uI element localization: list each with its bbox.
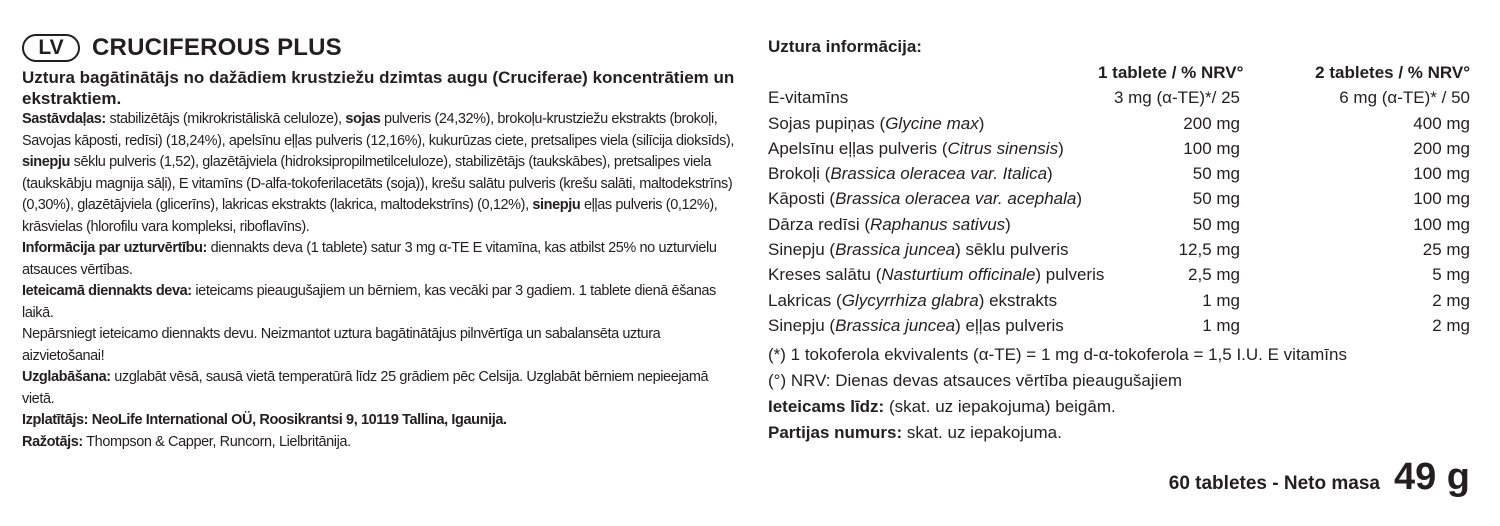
value-two-tablets: 100 mg xyxy=(1413,164,1470,184)
nutrient-latin-name: Brassica oleracea var. Italica xyxy=(830,164,1048,184)
product-header xyxy=(22,30,737,66)
net-weight-value: 49 g xyxy=(1393,456,1470,498)
nutrition-row xyxy=(768,111,1470,136)
footnote-nrv: (°) NRV: Dienas devas atsauces vērtība pieaugušajiem xyxy=(768,371,1183,391)
storage-text: uzglabāt vēsā, sausā vietā temperatūrā līdz 25 grādiem pēc Celsija. Uzglabāt bērniem nepieejamā vietā. xyxy=(22,369,709,407)
nutrient-latin-name: Nasturtium officinale xyxy=(881,265,1036,285)
allergen-soy: sojas xyxy=(345,111,381,127)
nutrient-name-text: Kāposti ( xyxy=(768,189,836,209)
footnote-te: (*) 1 tokoferola ekvivalents (α-TE) = 1 mg d-α-tokoferola = 1,5 I.U. E vitamīns xyxy=(768,345,1347,365)
distributor-label: Izplatītājs: xyxy=(22,412,89,428)
manufacturer-paragraph xyxy=(22,432,737,454)
nutrition-info-label: Informācija par uzturvērtību: xyxy=(22,240,207,256)
nutrient-name xyxy=(768,85,1098,110)
nutrient-name-suffix: ) eļļas pulveris xyxy=(955,315,1064,335)
net-weight-label: 60 tabletes - Neto masa xyxy=(1168,473,1380,494)
nutrient-latin-name: Raphanus sativus xyxy=(870,214,1006,234)
nutrient-name-text: E-vitamīns xyxy=(768,88,849,108)
nutrition-row xyxy=(768,186,1470,211)
storage-label: Uzglabāšana: xyxy=(22,369,111,385)
nutrient-name-suffix: ) ekstrakts xyxy=(978,290,1058,310)
nutrition-row xyxy=(768,237,1470,262)
nutrition-info-paragraph xyxy=(22,238,737,281)
nutrition-info-text: diennakts deva (1 tablete) satur 3 mg α-TE E vitamīna, kas atbilst 25% no uzturvielu atsauces vērtības. xyxy=(22,240,717,278)
value-two-tablets: 25 mg xyxy=(1422,240,1470,260)
ingredients-text-1: stabilizētājs (mikrokristāliskā celuloze), xyxy=(105,111,346,127)
nutrition-row xyxy=(768,161,1470,186)
nutrient-name-suffix: ) xyxy=(978,113,985,133)
nutrition-row xyxy=(768,288,1470,313)
warning-paragraph: Nepārsniegt ieteicamo diennakts devu. Neizmantot uztura bagātinātājus pilnvērtīga un sabalansēta uztura aizvietošanai! xyxy=(22,326,661,364)
nutrient-name-text: Dārza redīsi ( xyxy=(768,214,871,234)
nutrient-name-text: Brokoļi ( xyxy=(768,164,831,184)
value-two-tablets: 400 mg xyxy=(1413,113,1470,133)
nutrient-name-suffix: ) xyxy=(1005,214,1011,234)
nutrient-name xyxy=(768,186,1098,211)
best-before-line xyxy=(768,394,1474,420)
value-one-tablet: 1 mg xyxy=(1202,290,1240,310)
language-badge: LV xyxy=(22,34,80,62)
label-right-column xyxy=(768,34,1474,446)
product-subtitle: Uztura bagātinātājs no dažādiem krustziežu dzimtas augu (Cruciferae) koncentrātiem un ekstraktiem. xyxy=(22,68,735,108)
product-title: CRUCIFEROUS PLUS xyxy=(92,34,342,61)
nutrient-name-text: Apelsīnu eļļas pulveris ( xyxy=(768,138,948,158)
nutrient-name xyxy=(768,111,1098,136)
nutrition-row xyxy=(768,85,1470,110)
nutrient-latin-name: Glycine max xyxy=(885,113,979,133)
daily-dose-text: ieteicams pieaugušajiem un bērniem, kas vecāki par 3 gadiem. 1 tablete dienā ēšanas laikā. xyxy=(22,283,716,321)
nutrition-row xyxy=(768,212,1470,237)
value-one-tablet: 12,5 mg xyxy=(1178,240,1240,260)
nutrient-latin-name: Brassica juncea xyxy=(835,315,956,335)
header-empty xyxy=(768,60,1098,85)
value-one-tablet: 2,5 mg xyxy=(1188,265,1240,285)
value-two-tablets: 2 mg xyxy=(1432,315,1470,335)
nutrient-name xyxy=(768,237,1098,262)
value-one-tablet: 200 mg xyxy=(1183,113,1240,133)
nutrition-table-header xyxy=(768,60,1470,85)
distributor-text: NeoLife International OÜ, Roosikrantsi 9, 10119 Tallina, Igaunija. xyxy=(88,412,507,428)
nutrient-name xyxy=(768,212,1098,237)
value-one-tablet: 1 mg xyxy=(1202,315,1240,335)
value-two-tablets: 2 mg xyxy=(1432,290,1470,310)
nutrient-name-text: Sinepju ( xyxy=(768,240,836,260)
nutrient-latin-name: Brassica oleracea var. acephala xyxy=(835,189,1077,209)
distributor-paragraph xyxy=(22,410,737,432)
batch-line xyxy=(768,420,1474,446)
nutrition-table xyxy=(768,60,1470,338)
value-one-tablet: 100 mg xyxy=(1183,138,1240,158)
nutrient-name xyxy=(768,288,1098,313)
nutrient-name-suffix: ) xyxy=(1076,189,1083,209)
ingredients-text-2: pulveris (24,32%), brokoļu-krustziežu ekstrakts (brokoļi, Savojas kāposti, redīsi) (18,24%), apelsīnu eļļas pulveris (12,16%), kukurūzas ciete, pretsalipes viela (silīcija dioksīds), xyxy=(22,111,734,149)
daily-dose-label: Ieteicamā diennakts deva: xyxy=(22,283,192,299)
value-two-tablets: 100 mg xyxy=(1413,214,1470,234)
value-one-tablet: 50 mg xyxy=(1192,189,1240,209)
value-two-tablets: 100 mg xyxy=(1413,189,1470,209)
manufacturer-text: Thompson & Capper, Runcorn, Lielbritānija. xyxy=(82,433,351,450)
value-two-tablets: 200 mg xyxy=(1413,138,1470,158)
nutrient-name-suffix: ) pulveris xyxy=(1035,265,1105,285)
nutrition-row xyxy=(768,136,1470,161)
allergen-mustard-1: sinepju xyxy=(22,154,70,170)
ingredients-paragraph xyxy=(22,109,737,238)
nutrition-table-body xyxy=(768,85,1470,338)
allergen-mustard-2: sinepju xyxy=(532,197,581,213)
value-one-tablet: 50 mg xyxy=(1192,214,1240,234)
daily-dose-paragraph xyxy=(22,281,737,324)
nutrient-name-suffix: ) sēklu pulveris xyxy=(955,240,1069,260)
nutrient-name-suffix: ) xyxy=(1058,138,1064,158)
nutrient-name xyxy=(768,262,1105,287)
nutrition-row xyxy=(768,262,1470,287)
value-one-tablet: 50 mg xyxy=(1192,164,1240,184)
nutrient-name xyxy=(768,313,1098,338)
best-before-text: (skat. uz iepakojuma) beigām. xyxy=(884,397,1116,417)
header-one-tablet: 1 tablete / % NRV° xyxy=(1098,63,1244,82)
label-left-column xyxy=(22,30,737,453)
nutrient-name xyxy=(768,161,1098,186)
nutrient-name-text: Lakricas ( xyxy=(768,290,842,310)
net-weight xyxy=(1169,456,1470,499)
value-one-tablet: 3 mg (α-TE)*/ 25 xyxy=(1113,88,1240,108)
ingredients-text-3: sēklu pulveris (1,52), glazētājviela (hidroksipropilmetilceluloze), stabilizētājs (taukskābes), pretsalipes viela (taukskābju magnija sāļi), E vitamīns (D-alfa-tokoferilacetāts (soja)), krešu salātu pulveris (krešu salāti, maltodekstrīns) (0,30%), glazētājviela (glicerīns), lakricas ekstrakts (lakrica, maltodekstrīns) (0,12%), xyxy=(22,154,733,213)
ingredients-label: Sastāvdaļas: xyxy=(22,111,106,127)
manufacturer-label: Ražotājs: xyxy=(22,433,83,450)
value-two-tablets: 6 mg (α-TE)* / 50 xyxy=(1339,88,1470,108)
nutrient-name-suffix: ) xyxy=(1047,164,1053,184)
batch-label: Partijas numurs: xyxy=(768,423,903,443)
value-two-tablets: 5 mg xyxy=(1432,265,1470,285)
nutrient-latin-name: Glycyrrhiza glabra xyxy=(841,290,979,310)
nutrient-name-text: Kreses salātu ( xyxy=(768,265,882,285)
nutrient-latin-name: Citrus sinensis xyxy=(947,138,1059,158)
footnotes xyxy=(768,342,1474,446)
batch-text: skat. uz iepakojuma. xyxy=(902,423,1062,443)
header-two-tablets: 2 tabletes / % NRV° xyxy=(1315,63,1470,82)
storage-paragraph xyxy=(22,367,737,410)
nutrient-name-text: Sojas pupiņas ( xyxy=(768,113,886,133)
nutrient-name xyxy=(768,136,1098,161)
nutrient-latin-name: Brassica juncea xyxy=(835,240,956,260)
ingredients-text-4: eļļas pulveris (0,12%), krāsvielas (hlorofilu vara kompleksi, riboflavīns). xyxy=(22,197,718,235)
nutrition-row xyxy=(768,313,1470,338)
nutrient-name-text: Sinepju ( xyxy=(768,315,836,335)
nutrition-table-title: Uztura informācija: xyxy=(768,37,922,56)
best-before-label: Ieteicams līdz: xyxy=(768,397,885,417)
